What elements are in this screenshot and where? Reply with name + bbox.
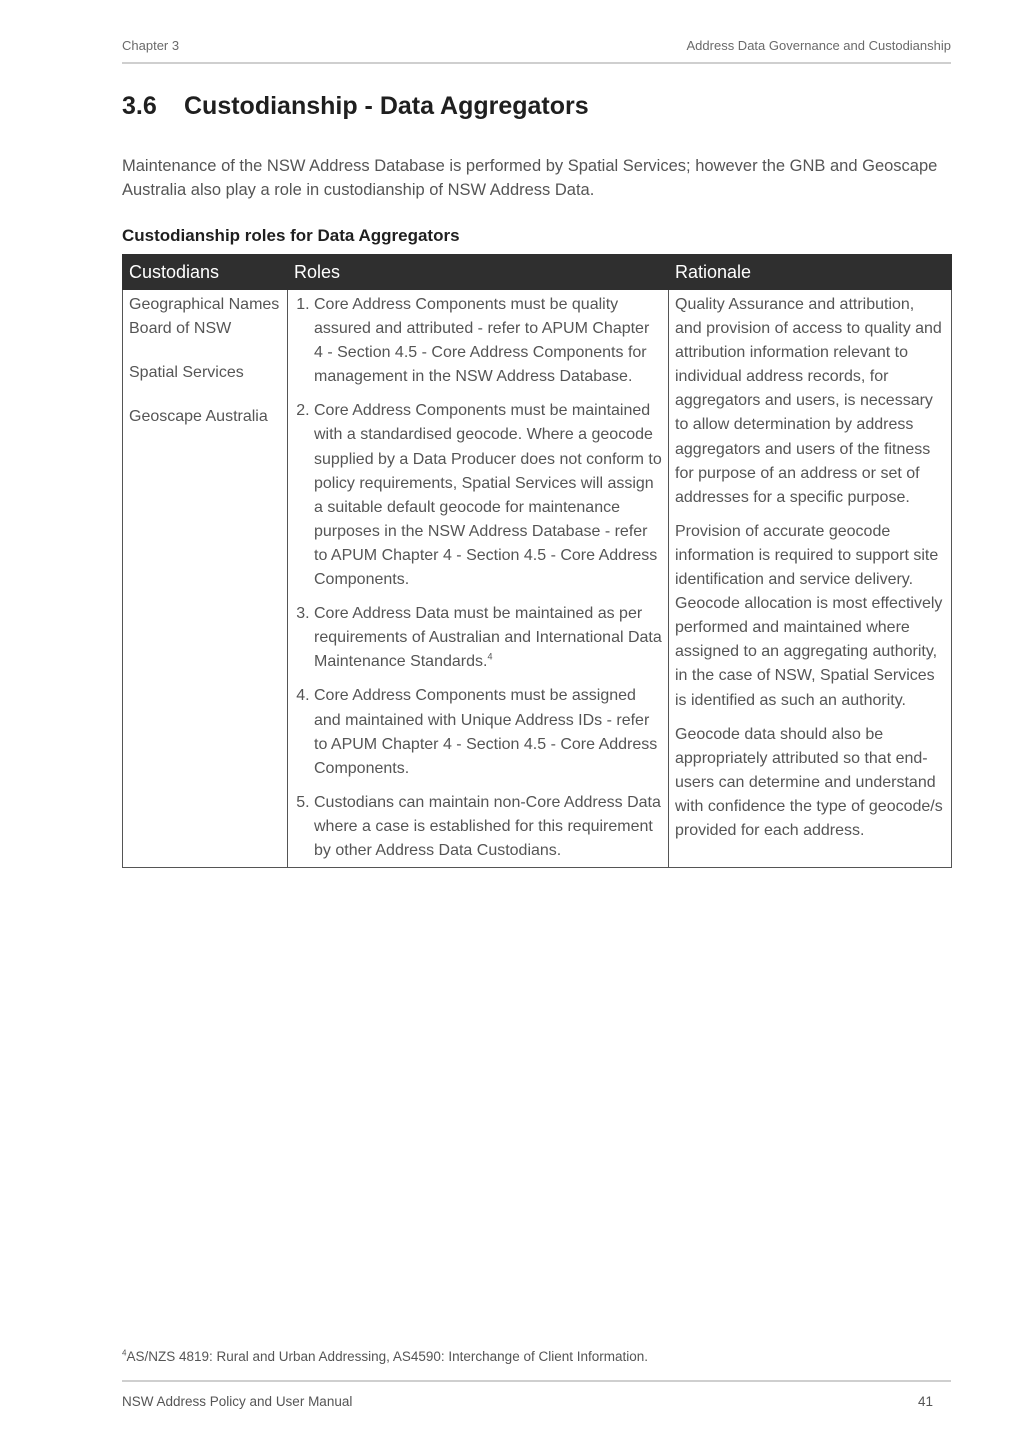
- footnote-marker: 4: [122, 1348, 127, 1358]
- role-item-3: 3. Core Address Data must be maintained as per requirements of Australian and International Data Maintenance Standards.$^4$: [314, 602, 662, 674]
- section-number: 3.6: [122, 92, 157, 120]
- table-row: [123, 290, 952, 868]
- custodian-geoscape: Geoscape Australia: [129, 408, 268, 426]
- table-header-row: [123, 255, 952, 290]
- custodians-cell: [123, 290, 288, 868]
- page-footer: [122, 1380, 951, 1412]
- footnote-reference: 4: [487, 651, 493, 662]
- intro-paragraph: Maintenance of the NSW Address Database is performed by Spatial Services; however the GNB and Geoscape Australia also play a role in custodianship of NSW Address Data.: [122, 157, 938, 199]
- page-header: [122, 38, 951, 64]
- running-section-title: Address Data Governance and Custodianship: [686, 38, 951, 53]
- role-item-5: 5. Custodians can maintain non-Core Address Data where a case is established for this requirement by other Address Data Custodians.: [314, 791, 662, 863]
- section-title: [122, 92, 589, 121]
- role-item-4: 4. Core Address Components must be assigned and maintained with Unique Address IDs - refer to APUM Chapter 4 - Section 4.5 - Core Address Components.: [314, 684, 662, 780]
- custodian-gnb: Geographical Names Board of NSW: [129, 296, 280, 338]
- roles-cell: [288, 290, 669, 868]
- header-roles: Roles: [288, 255, 669, 290]
- manual-title: NSW Address Policy and User Manual: [122, 1394, 353, 1409]
- rationale-cell: [669, 290, 952, 868]
- section-title-text: Custodianship - Data Aggregators: [184, 92, 589, 120]
- footnote-text: AS/NZS 4819: Rural and Urban Addressing, AS4590: Interchange of Client Information.: [126, 1349, 649, 1364]
- rationale-paragraph-2: Provision of accurate geocode information is required to support site identification and service delivery. Geocode allocation is most effectively performed and maintained where assigned to an aggregating authority, in the case of NSW, Spatial Services is identified as such an authority.: [675, 522, 943, 709]
- chapter-label: Chapter 3: [122, 38, 180, 53]
- rationale-paragraph-1: Quality Assurance and attribution, and provision of access to quality and attribution information relevant to individual address records, for aggregators and users, is necessary to allow determination by address aggregators and users of the fitness for purpose of an address or set of addresses for a specific purpose.: [675, 296, 942, 506]
- custodianship-roles-table: [122, 254, 952, 868]
- table-caption: Custodianship roles for Data Aggregators: [122, 226, 460, 245]
- header-custodians: Custodians: [123, 255, 288, 290]
- role-item-1: 1. Core Address Components must be quality assured and attributed - refer to APUM Chapter 4 - Section 4.5 - Core Address Components for management in the NSW Address Database.: [314, 293, 662, 389]
- custodian-spatial-services: Spatial Services: [129, 364, 244, 382]
- roles-list: [294, 293, 662, 863]
- role-item-2: 2. Core Address Components must be maintained with a standardised geocode. Where a geocode supplied by a Data Producer does not conform to policy requirements, Spatial Services will assign a suitable default geocode for maintenance purposes in the NSW Address Database - refer to APUM Chapter 4 - Section 4.5 - Core Address Components.: [314, 399, 662, 592]
- footnote: [122, 1349, 648, 1364]
- page-number: 41: [917, 1394, 933, 1409]
- header-rationale: Rationale: [669, 255, 952, 290]
- rationale-paragraph-3: Geocode data should also be appropriately attributed so that end-users can determine and understand with confidence the type of geocode/s provided for each address.: [675, 725, 943, 839]
